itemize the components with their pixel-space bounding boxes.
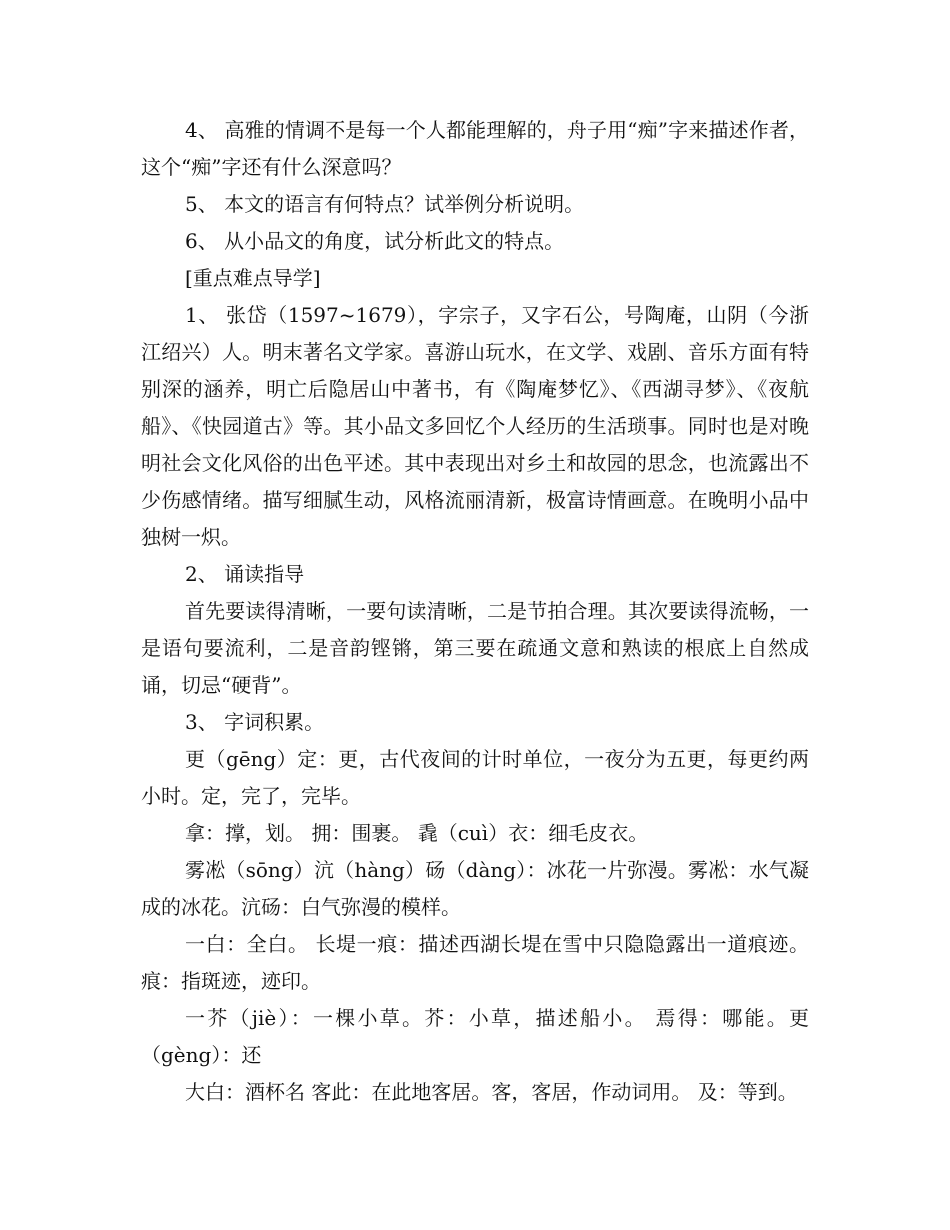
paragraph: 5、 本文的语言有何特点？试举例分析说明。 — [185, 192, 585, 216]
paragraph: 一芥（jiè）：一棵小草。芥：小草，描述船小。 焉得：哪能。更（gèng）：还 — [141, 1006, 809, 1067]
section-heading: [重点难点导学] — [185, 266, 321, 290]
paragraph: 首先要读得清晰，一要句读清晰，二是节拍合理。其次要读得流畅，一是语句要流利，二是音韵铿锵，第三要在疏通文意和熟读的根底上自然成诵，切忌“硬背”。 — [141, 599, 809, 697]
paragraph: 3、 字词积累。 — [185, 710, 325, 734]
paragraph: 更（gēng）定：更，古代夜间的计时单位，一夜分为五更，每更约两小时。定，完了，完毕。 — [141, 747, 809, 808]
document-page — [141, 112, 809, 1111]
paragraph: 拿：撑，划。 拥：围裹。 毳（cuì）衣：细毛皮衣。 — [185, 821, 649, 845]
paragraph: 4、 高雅的情调不是每一个人都能理解的，舟子用“痴”字来描述作者，这个“痴”字还有什么深意吗？ — [141, 118, 809, 179]
paragraph: 雾凇（sōng）沆（hàng）砀（dàng）：冰花一片弥漫。雾凇：水气凝成的冰花。沆砀：白气弥漫的模样。 — [141, 858, 809, 919]
paragraph: 1、 张岱（1597~1679），字宗子，又字石公，号陶庵，山阴（今浙江绍兴）人。明末著名文学家。喜游山玩水，在文学、戏剧、音乐方面有特别深的涵养，明亡后隐居山中著书，有《陶庵梦忆》、《西湖寻梦》、《夜航船》、《快园道古》等。其小品文多回忆个人经历的生活琐事。同时也是对晚明社会文化风俗的出色平述。其中表现出对乡土和故园的思念，也流露出不少伤感情绪。描写细腻生动，风格流丽清新，极富诗情画意。在晚明小品中独树一炽。 — [141, 303, 809, 549]
paragraph: 大白：酒杯名 客此：在此地客居。客，客居，作动词用。 及：等到。 — [185, 1080, 798, 1104]
paragraph: 一白：全白。 长堤一痕：描述西湖长堤在雪中只隐隐露出一道痕迹。痕：指斑迹，迹印。 — [141, 932, 809, 993]
paragraph: 2、 诵读指导 — [185, 562, 305, 586]
paragraph: 6、 从小品文的角度，试分析此文的特点。 — [185, 229, 565, 253]
